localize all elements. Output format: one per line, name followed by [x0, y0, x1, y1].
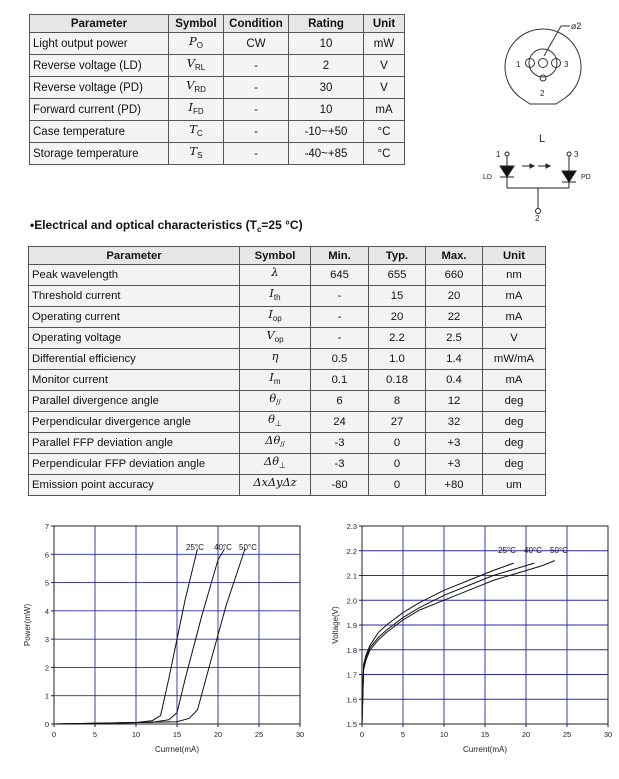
symbol-text: ΔxΔyΔz	[253, 476, 297, 489]
table-row	[29, 391, 546, 412]
condition-cell: CW	[224, 33, 289, 55]
table-header-row	[30, 15, 405, 33]
symbol-cell	[240, 265, 311, 286]
parameter-cell: Forward current (PD)	[30, 99, 169, 121]
max-cell: 0.4	[426, 370, 483, 391]
parameter-cell: Parallel FFP deviation angle	[29, 433, 240, 454]
package-diagram	[478, 6, 608, 221]
unit-cell: °C	[364, 143, 405, 165]
symbol-text: Δθ	[264, 455, 279, 468]
parameter-cell: Perpendicular divergence angle	[29, 412, 240, 433]
min-cell: 24	[311, 412, 369, 433]
y-tick-label: 2.2	[346, 546, 357, 556]
typ-cell: 0	[369, 454, 426, 475]
table-row	[29, 454, 546, 475]
typ-cell: 20	[369, 307, 426, 328]
symbol-subscript: FD	[192, 107, 204, 116]
parameter-cell: Light output power	[30, 33, 169, 55]
table-row	[29, 265, 546, 286]
max-cell: 660	[426, 265, 483, 286]
y-axis-label: Voltage(V)	[331, 606, 340, 644]
symbol-text: I	[188, 100, 193, 114]
symbol-cell	[240, 454, 311, 475]
symbol-subscript: ⊥	[274, 419, 282, 428]
parameter-cell: Parallel divergence angle	[29, 391, 240, 412]
series-label: 50°C	[239, 543, 257, 552]
rating-cell: -10~+50	[289, 121, 364, 143]
typ-cell: 0.18	[369, 370, 426, 391]
symbol-text: λ	[271, 266, 279, 279]
min-cell: -80	[311, 475, 369, 496]
power-current-chart	[18, 520, 310, 760]
x-tick-label: 20	[521, 730, 531, 739]
column-header: Parameter	[30, 15, 169, 33]
max-cell: 2.5	[426, 328, 483, 349]
min-cell: 645	[311, 265, 369, 286]
pin-2-label: 2	[540, 89, 545, 98]
symbol-cell	[169, 33, 224, 55]
symbol-cell	[240, 391, 311, 412]
ld-label: LD	[483, 174, 492, 181]
table-row	[30, 55, 405, 77]
y-tick-label: 2.1	[346, 571, 357, 581]
parameter-cell: Case temperature	[30, 121, 169, 143]
max-cell: 22	[426, 307, 483, 328]
pin-1-label: 1	[516, 60, 521, 69]
symbol-subscript: //	[276, 398, 281, 407]
circuit-pin-2-label: 2	[535, 214, 540, 221]
column-header: Parameter	[29, 247, 240, 265]
unit-cell: deg	[483, 412, 546, 433]
x-tick-label: 25	[562, 730, 572, 739]
x-tick-label: 10	[131, 730, 141, 739]
unit-cell: V	[483, 328, 546, 349]
symbol-text: θ	[269, 392, 277, 405]
y-tick-label: 1.9	[346, 621, 357, 630]
column-header: Symbol	[169, 15, 224, 33]
typ-cell: 655	[369, 265, 426, 286]
laser-diode-symbol	[500, 166, 514, 177]
y-tick-label: 4	[44, 606, 49, 616]
unit-cell: mA	[364, 99, 405, 121]
condition-cell: -	[224, 99, 289, 121]
column-header: Min.	[311, 247, 369, 265]
symbol-text: I	[269, 287, 274, 300]
table-row	[29, 349, 546, 370]
symbol-text: I	[269, 371, 274, 384]
min-cell: -	[311, 328, 369, 349]
max-cell: 32	[426, 412, 483, 433]
symbol-subscript: ⊥	[279, 461, 286, 470]
pin-diameter-label: ⌀2	[571, 21, 582, 31]
table-row	[29, 370, 546, 391]
y-tick-label: 6	[44, 550, 49, 560]
symbol-text: V	[186, 56, 196, 70]
y-tick-label: 1.5	[346, 720, 357, 729]
unit-cell: mA	[483, 286, 546, 307]
symbol-text: P	[189, 34, 197, 48]
symbol-cell	[240, 307, 311, 328]
symbol-subscript: RD	[194, 85, 206, 94]
table-row	[30, 143, 405, 165]
unit-cell: deg	[483, 433, 546, 454]
max-cell: 20	[426, 286, 483, 307]
max-cell: 12	[426, 391, 483, 412]
unit-cell: mW/mA	[483, 349, 546, 370]
x-tick-label: 0	[359, 730, 365, 739]
min-cell: -	[311, 286, 369, 307]
typ-cell: 1.0	[369, 349, 426, 370]
symbol-cell	[240, 328, 311, 349]
symbol-subscript: RL	[195, 63, 206, 72]
series-label: 40°C	[214, 543, 232, 552]
parameter-cell: Peak wavelength	[29, 265, 240, 286]
unit-cell: V	[364, 55, 405, 77]
typ-cell: 2.2	[369, 328, 426, 349]
parameter-cell: Operating voltage	[29, 328, 240, 349]
table-row	[30, 33, 405, 55]
symbol-subscript: C	[196, 129, 203, 138]
package-type-label: L	[539, 133, 546, 145]
parameter-cell: Reverse voltage (LD)	[30, 55, 169, 77]
symbol-cell	[240, 349, 311, 370]
min-cell: 6	[311, 391, 369, 412]
typ-cell: 0	[369, 475, 426, 496]
x-tick-label: 30	[295, 730, 305, 739]
unit-cell: deg	[483, 391, 546, 412]
symbol-cell	[240, 475, 311, 496]
symbol-subscript: op	[274, 335, 284, 344]
y-tick-label: 1.6	[346, 695, 357, 705]
y-tick-label: 2.3	[346, 522, 357, 531]
y-tick-label: 1.8	[346, 645, 357, 655]
unit-cell: mA	[483, 307, 546, 328]
condition-cell: -	[224, 143, 289, 165]
symbol-subscript: op	[272, 314, 282, 323]
table-row	[29, 286, 546, 307]
y-tick-label: 3	[44, 635, 49, 645]
table-row	[29, 328, 546, 349]
series-label: 50°C	[550, 546, 568, 555]
symbol-text: V	[266, 329, 275, 342]
section-heading: •Electrical and optical characteristics ($T_c=25$ °C)	[30, 218, 303, 234]
symbol-cell	[169, 143, 224, 165]
x-axis-label: Currnet(mA)	[154, 745, 200, 754]
unit-cell: V	[364, 77, 405, 99]
typ-cell: 27	[369, 412, 426, 433]
table-row	[29, 475, 546, 496]
electrical-optical-table	[28, 246, 546, 496]
symbol-cell	[240, 433, 311, 454]
symbol-text: T	[189, 122, 197, 136]
unit-cell: nm	[483, 265, 546, 286]
table-row	[29, 433, 546, 454]
parameter-cell: Monitor current	[29, 370, 240, 391]
typ-cell: 8	[369, 391, 426, 412]
symbol-cell	[169, 77, 224, 99]
symbol-cell	[240, 370, 311, 391]
symbol-cell	[240, 412, 311, 433]
parameter-cell: Storage temperature	[30, 143, 169, 165]
parameter-cell: Perpendicular FFP deviation angle	[29, 454, 240, 475]
condition-cell: -	[224, 77, 289, 99]
symbol-subscript: th	[273, 293, 281, 302]
max-cell: +3	[426, 433, 483, 454]
series-label: 40°C	[524, 546, 542, 555]
symbol-text: T	[189, 144, 198, 158]
symbol-cell	[169, 121, 224, 143]
x-tick-label: 15	[480, 730, 490, 739]
voltage-current-chart	[318, 520, 616, 760]
pd-label: PD	[581, 174, 591, 181]
min-cell: 0.1	[311, 370, 369, 391]
x-tick-label: 5	[92, 730, 98, 739]
y-tick-label: 2	[44, 663, 49, 673]
absolute-ratings-table	[29, 14, 405, 165]
unit-cell: deg	[483, 454, 546, 475]
y-tick-label: 2.0	[346, 596, 357, 606]
x-tick-label: 5	[400, 730, 406, 739]
column-header: Condition	[224, 15, 289, 33]
max-cell: +80	[426, 475, 483, 496]
x-tick-label: 30	[603, 730, 613, 739]
parameter-cell: Reverse voltage (PD)	[30, 77, 169, 99]
typ-cell: 0	[369, 433, 426, 454]
symbol-cell	[169, 55, 224, 77]
unit-cell: um	[483, 475, 546, 496]
condition-cell: -	[224, 55, 289, 77]
y-tick-label: 1	[44, 691, 49, 701]
symbol-text: θ	[268, 413, 275, 426]
column-header: Symbol	[240, 247, 311, 265]
symbol-subscript: m	[273, 377, 281, 386]
min-cell: 0.5	[311, 349, 369, 370]
circuit-schematic	[500, 152, 576, 214]
rating-cell: 10	[289, 33, 364, 55]
x-tick-label: 15	[172, 730, 182, 739]
symbol-text: V	[186, 78, 195, 92]
min-cell: -3	[311, 454, 369, 475]
symbol-subscript: S	[197, 151, 203, 160]
table-row	[30, 121, 405, 143]
table-row	[29, 307, 546, 328]
table-row	[30, 77, 405, 99]
symbol-subscript: //	[280, 440, 285, 449]
circuit-pin-1-label: 1	[496, 150, 501, 159]
condition-cell: -	[224, 121, 289, 143]
circuit-pin-3-label: 3	[574, 150, 579, 159]
table-row	[29, 412, 546, 433]
symbol-cell	[240, 286, 311, 307]
table-row	[30, 99, 405, 121]
rating-cell: 30	[289, 77, 364, 99]
column-header: Typ.	[369, 247, 426, 265]
y-tick-label: 0	[44, 720, 49, 729]
unit-cell: °C	[364, 121, 405, 143]
symbol-text: η	[271, 350, 279, 363]
x-axis-label: Current(mA)	[462, 745, 508, 754]
x-tick-label: 0	[51, 730, 57, 739]
parameter-cell: Emission point accuracy	[29, 475, 240, 496]
symbol-text: Δθ	[265, 434, 281, 447]
max-cell: +3	[426, 454, 483, 475]
column-header: Unit	[364, 15, 405, 33]
y-axis-label: Power(mW)	[23, 603, 32, 647]
y-tick-label: 1.7	[346, 670, 357, 680]
column-header: Max.	[426, 247, 483, 265]
min-cell: -	[311, 307, 369, 328]
symbol-cell	[169, 99, 224, 121]
parameter-cell: Differential efficiency	[29, 349, 240, 370]
parameter-cell: Operating current	[29, 307, 240, 328]
symbol-subscript: O	[196, 41, 203, 50]
min-cell: -3	[311, 433, 369, 454]
rating-cell: -40~+85	[289, 143, 364, 165]
series-label: 25°C	[498, 546, 516, 555]
rating-cell: 2	[289, 55, 364, 77]
x-tick-label: 10	[439, 730, 449, 739]
y-tick-label: 5	[44, 578, 49, 588]
unit-cell: mA	[483, 370, 546, 391]
photodiode-symbol	[562, 171, 576, 182]
series-label: 25°C	[186, 543, 204, 552]
x-tick-label: 25	[254, 730, 264, 739]
rating-cell: 10	[289, 99, 364, 121]
max-cell: 1.4	[426, 349, 483, 370]
parameter-cell: Threshold current	[29, 286, 240, 307]
column-header: Rating	[289, 15, 364, 33]
symbol-text: I	[268, 308, 273, 321]
pin-3-label: 3	[564, 60, 569, 69]
y-tick-label: 7	[44, 522, 49, 531]
table-header-row	[29, 247, 546, 265]
x-tick-label: 20	[213, 730, 223, 739]
unit-cell: mW	[364, 33, 405, 55]
column-header: Unit	[483, 247, 546, 265]
typ-cell: 15	[369, 286, 426, 307]
